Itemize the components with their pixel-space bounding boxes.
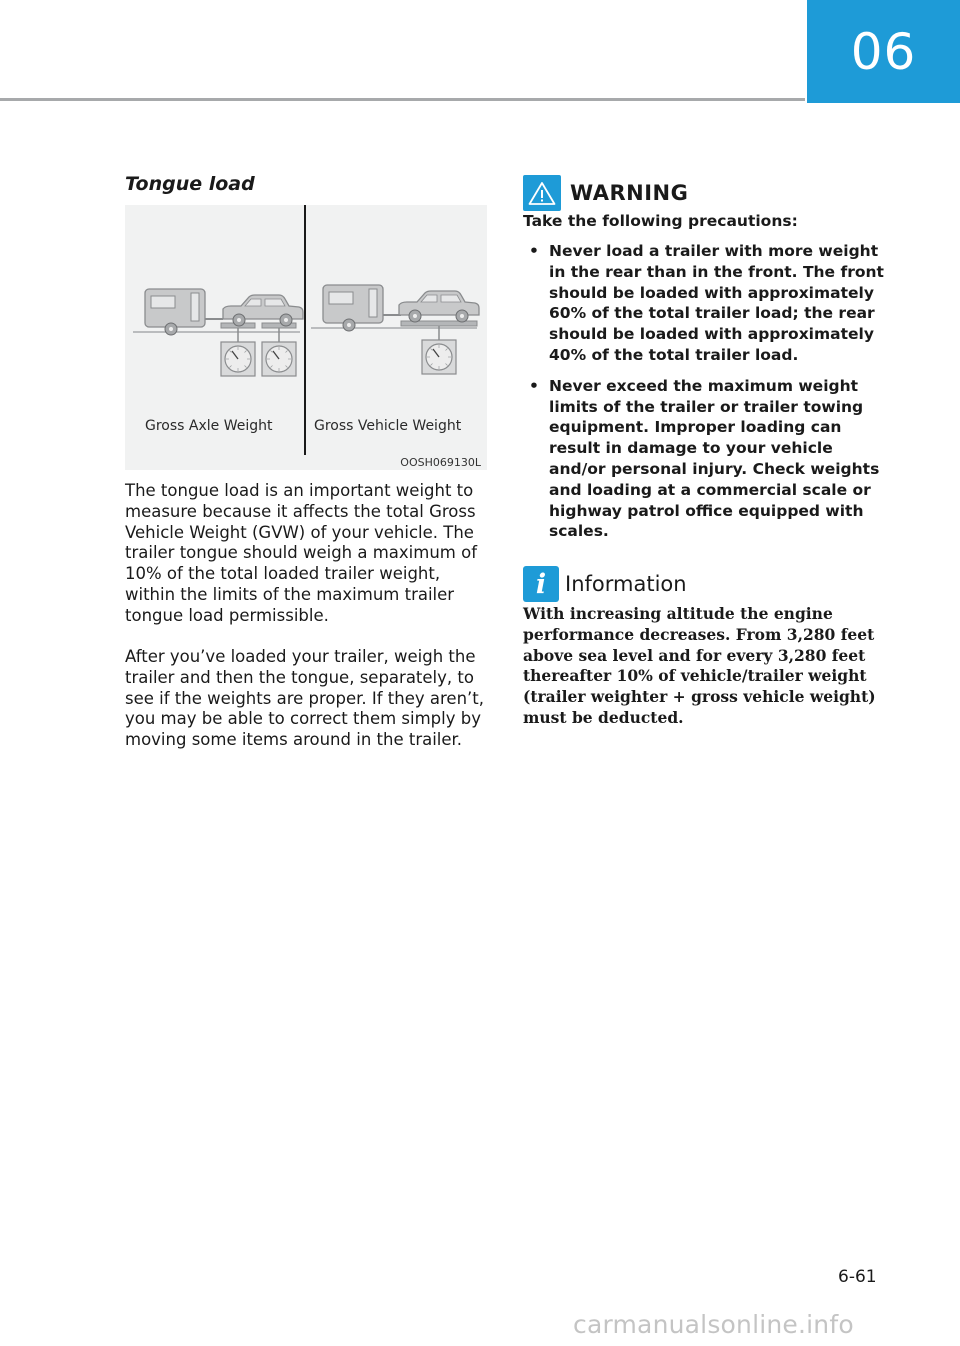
header-rule bbox=[0, 98, 805, 101]
warning-lead: Take the following precautions: bbox=[523, 212, 798, 230]
page-number: 6-61 bbox=[838, 1267, 877, 1287]
information-icon-glyph: i bbox=[535, 568, 547, 600]
tongue-load-paragraph-2: After you’ve loaded your trailer, weigh the trailer and then the tongue, separately, to see if the weights are proper. If they aren’t, you may be able to correct them simply by moving some items around in the trailer. bbox=[125, 647, 484, 750]
section-title: Tongue load bbox=[125, 173, 255, 195]
gross-vehicle-weight-label: Gross Vehicle Weight bbox=[314, 418, 462, 434]
tongue-load-paragraph-1: The tongue load is an important weight to measure because it affects the total Gross Vehicle Weight (GVW) of your vehicle. The trailer tongue should weigh a maximum of 10% of the total loaded trailer weight, within the limits of the maximum trailer tongue load permissible. bbox=[125, 481, 478, 625]
warning-item bbox=[523, 241, 888, 366]
warning-item bbox=[523, 376, 888, 542]
information-icon bbox=[523, 566, 559, 602]
information-title: Information bbox=[565, 572, 687, 596]
tongue-load-figure bbox=[125, 205, 487, 470]
information-header bbox=[523, 566, 687, 602]
warning-triangle-icon bbox=[523, 175, 561, 211]
bullet: • bbox=[529, 242, 539, 260]
warning-list bbox=[523, 241, 888, 552]
watermark: carmanualsonline.info bbox=[573, 1310, 854, 1339]
vehicle-weight-scene bbox=[311, 285, 479, 374]
warning-item-text: Never exceed the maximum weight limits of the trailer or trailer towing equipment. Improper loading can result in damage to your vehicle and/or personal injury. Check weights and loading at a commercial scale or highway patrol office equipped with scales. bbox=[549, 376, 880, 541]
warning-item-text: Never load a trailer with more weight in the rear than in the front. The front should be loaded with approximately 60% of the total trailer load; the rear should be loaded with approximately 40% of the total trailer load. bbox=[549, 242, 884, 364]
information-text: With increasing altitude the engine performance decreases. From 3,280 feet above sea level and for every 3,280 feet thereafter 10% of vehicle/trailer weight (trailer weighter + gross vehicle weight) must be deducted. bbox=[523, 604, 876, 727]
warning-title: WARNING bbox=[570, 181, 689, 205]
figure-code: OOSH069130L bbox=[400, 456, 481, 469]
bullet: • bbox=[529, 376, 539, 395]
gross-axle-weight-label: Gross Axle Weight bbox=[145, 418, 273, 434]
warning-header bbox=[523, 175, 688, 211]
axle-weight-scene bbox=[133, 289, 303, 376]
chapter-number: 06 bbox=[850, 22, 917, 81]
chapter-tab bbox=[807, 0, 960, 103]
